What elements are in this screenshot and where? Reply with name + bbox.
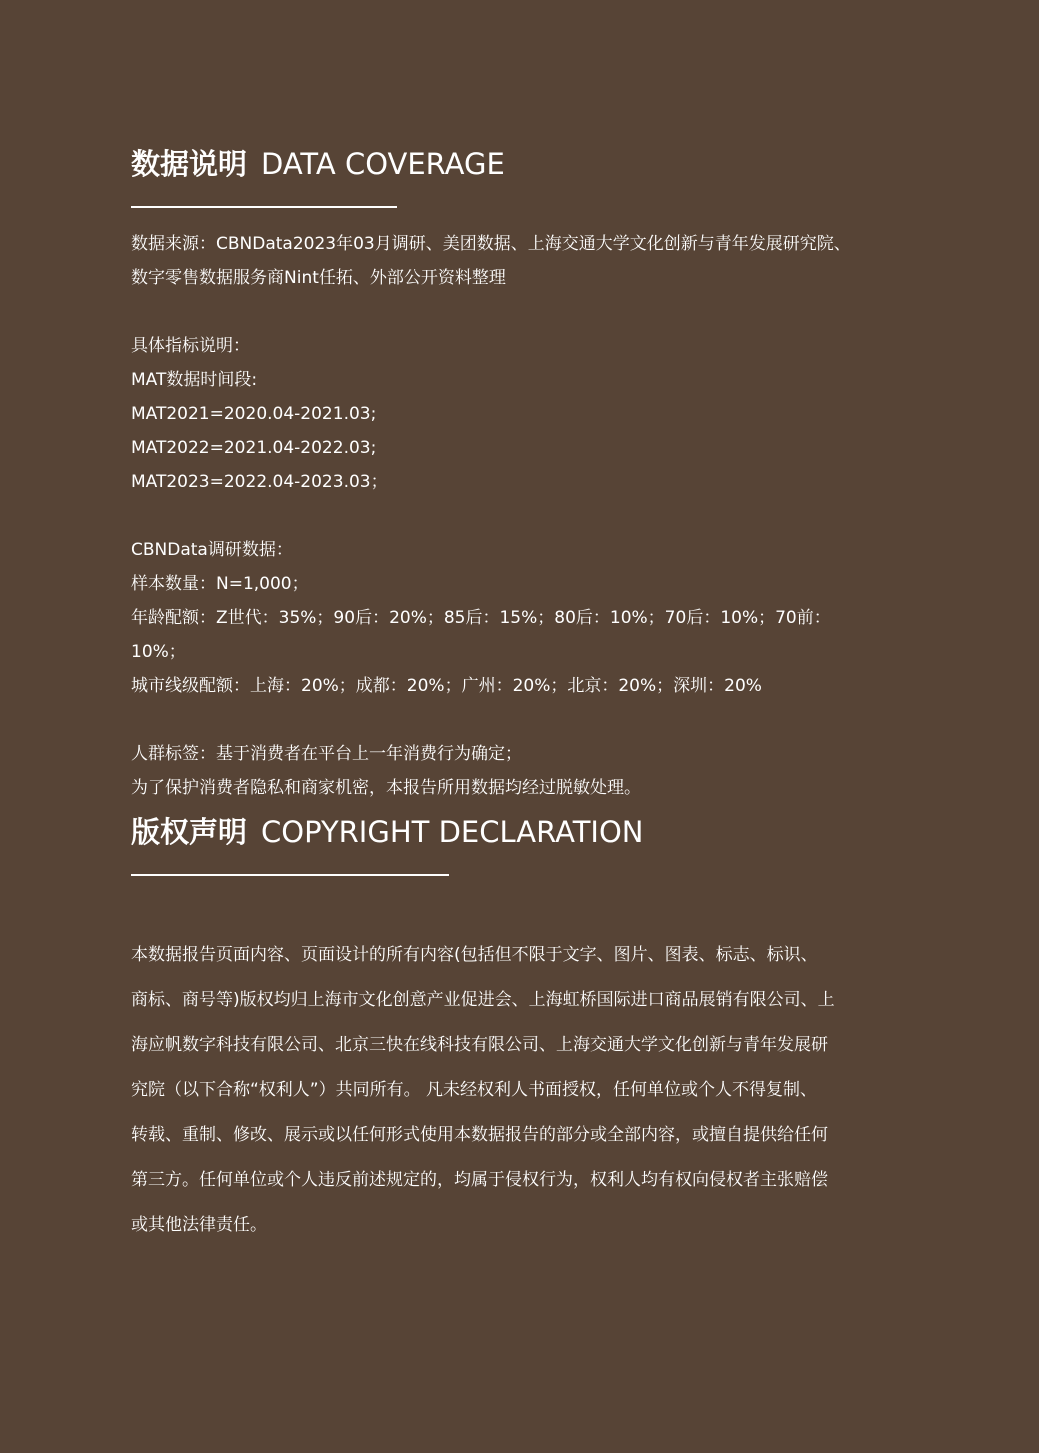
copyright-line: 第三方。任何单位或个人违反前述规定的，均属于侵权行为，权利人均有权向侵权者主张赔偿 [131, 1170, 828, 1190]
data-coverage-body [131, 227, 931, 805]
data-coverage-heading [131, 146, 931, 182]
copyright-title-cn: 版权声明 [131, 815, 248, 849]
source-line: 数据来源：CBNData2023年03月调研、美团数据、上海交通大学文化创新与青年发展研究院、 [131, 234, 851, 254]
copyright-line: 本数据报告页面内容、页面设计的所有内容(包括但不限于文字、图片、图表、标志、标识、 [131, 945, 818, 965]
copyright-section [131, 814, 931, 850]
indicator-line: 具体指标说明： [131, 336, 250, 356]
copyright-line: 转载、重制、修改、展示或以任何形式使用本数据报告的部分或全部内容，或擅自提供给任何 [131, 1125, 828, 1145]
note-line: 为了保护消费者隐私和商家机密，本报告所用数据均经过脱敏处理。 [131, 778, 641, 798]
indicator-line: MAT2023=2022.04-2023.03； [131, 472, 388, 492]
copyright-paragraph [131, 933, 921, 1248]
data-coverage-title-en: DATA COVERAGE [261, 147, 505, 181]
copyright-line: 商标、商号等)版权均归上海市文化创意产业促进会、上海虹桥国际进口商品展销有限公司、上 [131, 990, 835, 1010]
copyright-line: 或其他法律责任。 [131, 1215, 267, 1235]
survey-line: 城市线级配额：上海：20%；成都：20%；广州：20%；北京：20%；深圳：20% [131, 676, 762, 696]
source-line: 数字零售数据服务商Nint任拓、外部公开资料整理 [131, 268, 506, 288]
data-coverage-underline [131, 206, 397, 208]
survey-line: 样本数量：N=1,000； [131, 574, 309, 594]
indicator-line: MAT2022=2021.04-2022.03; [131, 438, 377, 458]
data-coverage-title-cn: 数据说明 [131, 147, 248, 181]
survey-line: 年龄配额：Z世代：35%；90后：20%；85后：15%；80后：10%；70后：10%；70前： [131, 608, 831, 628]
copyright-heading [131, 814, 931, 850]
indicator-line: MAT数据时间段: [131, 370, 258, 390]
survey-line: CBNData调研数据： [131, 540, 293, 560]
data-coverage-section [131, 146, 931, 182]
copyright-title-en: COPYRIGHT DECLARATION [261, 815, 644, 849]
copyright-line: 究院（以下合称“权利人”）共同所有。 凡未经权利人书面授权，任何单位或个人不得复制、 [131, 1080, 818, 1100]
survey-line: 10%； [131, 642, 186, 662]
copyright-underline [131, 874, 449, 876]
copyright-line: 海应帆数字科技有限公司、北京三快在线科技有限公司、上海交通大学文化创新与青年发展研 [131, 1035, 828, 1055]
indicator-line: MAT2021=2020.04-2021.03; [131, 404, 377, 424]
note-line: 人群标签：基于消费者在平台上一年消费行为确定； [131, 744, 522, 764]
